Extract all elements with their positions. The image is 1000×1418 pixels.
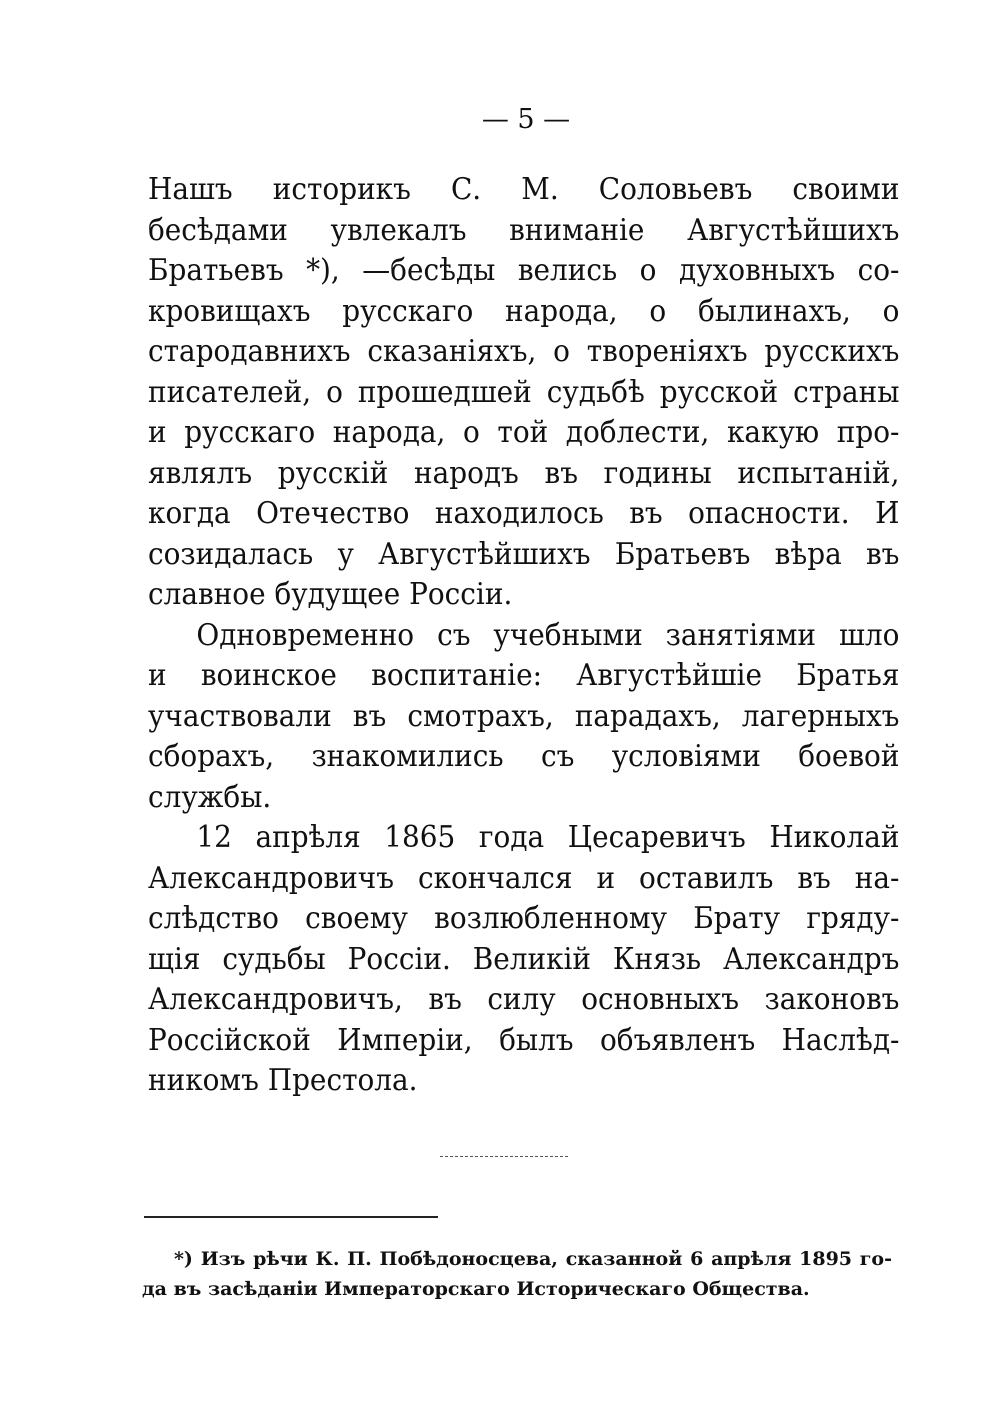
text-line: и воинское воспитаніе: Августѣйшіе Братья <box>148 658 900 693</box>
text-line: славное будущее Россіи. <box>148 577 513 612</box>
page-number: — 5 — <box>481 104 571 135</box>
text-line: щія судьбы Россіи. Великій Князь Александръ <box>148 941 900 977</box>
text-line: службы. <box>148 779 272 815</box>
text-line: слѣдство своему возлюбленному Брату гряду- <box>148 901 900 936</box>
text-line: созидалась у Августѣйшихъ Братьевъ вѣра въ <box>148 536 900 572</box>
paragraph-start-line: 12 апрѣля 1865 года Цесаревичъ Николай <box>196 820 900 855</box>
text-line: бесѣдами увлекалъ вниманіе Августѣйшихъ <box>148 212 900 248</box>
text-line: сборахъ, знакомились съ условіями боевой <box>148 739 900 774</box>
text-line: когда Отечество находилось въ опасности. И <box>148 496 900 531</box>
text-line: писателей, о прошедшей судьбѣ русской страны <box>148 374 900 410</box>
text-line: кровищахъ русскаго народа, о былинахъ, о <box>148 293 900 329</box>
text-line: Россійской Имперіи, былъ объявленъ Наслѣд- <box>148 1022 900 1058</box>
text-line: стародавнихъ сказаніяхъ, о твореніяхъ русскихъ <box>148 334 900 369</box>
text-line: Александровичъ, въ силу основныхъ законовъ <box>148 982 900 1017</box>
footnote-line: *) Изъ рѣчи К. П. Побѣдоносцева, сказанной 6 апрѣля 1895 го- <box>174 1248 892 1270</box>
text-line: Александровичъ скончался и оставилъ въ на- <box>148 860 900 896</box>
paragraph-start-line: Одновременно съ учебными занятіями шло <box>196 617 900 653</box>
text-line: и русскаго народа, о той доблести, какую про- <box>148 415 900 450</box>
text-line: являлъ русскій народъ въ годины испытаній, <box>148 455 900 491</box>
text-line: участвовали въ смотрахъ, парадахъ, лагерныхъ <box>148 698 900 734</box>
footnote <box>142 1244 892 1304</box>
text-line: никомъ Престола. <box>148 1063 418 1098</box>
section-separator <box>440 1156 568 1157</box>
footnote-rule <box>144 1216 438 1218</box>
footnote-line: да въ засѣданіи Императорскаго Историческаго Общества. <box>142 1278 810 1300</box>
text-line: Нашъ историкъ С. М. Соловьевъ своими <box>148 172 900 207</box>
text-line: Братьевъ *), —бесѣды велись о духовныхъ со- <box>148 253 900 288</box>
body-text <box>148 170 900 1102</box>
